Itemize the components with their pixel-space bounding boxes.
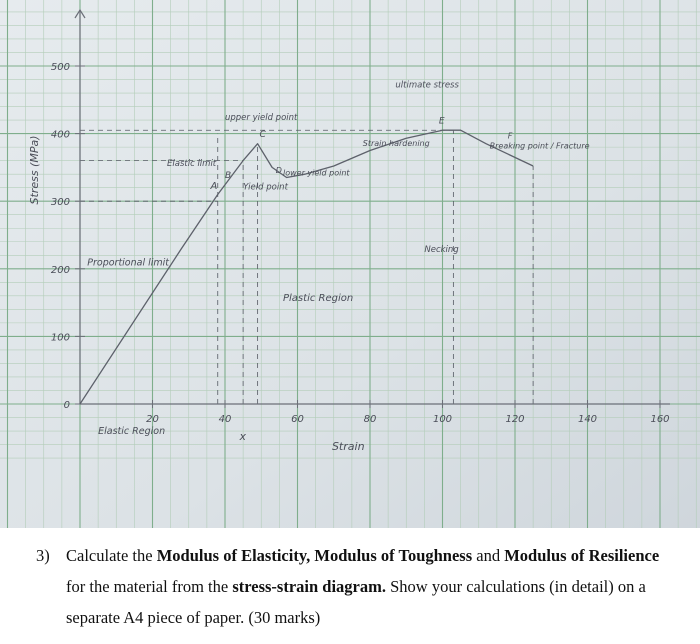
point-label-a: A bbox=[210, 181, 218, 193]
annotation-yield-point: Yield point bbox=[243, 182, 288, 193]
question-number: 3) bbox=[36, 546, 50, 565]
question-text-3: for the material from the bbox=[66, 577, 233, 596]
x-tick-label: 20 bbox=[146, 414, 159, 425]
x-tick-label: 80 bbox=[363, 414, 377, 425]
question-text-1: Calculate the bbox=[66, 546, 157, 565]
annotation-proportional-limit: Proportional limit bbox=[87, 257, 170, 269]
y-tick-label: 0 bbox=[63, 400, 70, 411]
y-tick-label: 300 bbox=[50, 197, 70, 209]
question-body bbox=[66, 540, 676, 633]
point-label-d: D bbox=[275, 165, 282, 175]
annotation-upper-yield-point: upper yield point bbox=[225, 113, 298, 124]
y-tick-label: 100 bbox=[50, 332, 70, 344]
point-label-f: F bbox=[507, 131, 513, 141]
question-bold-1: Modulus of Elasticity, Modulus of Toughness bbox=[156, 546, 473, 565]
x-tick-label: 160 bbox=[650, 414, 670, 425]
x-tick-label: 40 bbox=[218, 414, 232, 425]
y-axis-label: Stress (MPa) bbox=[28, 135, 41, 205]
x-tick-label: 120 bbox=[505, 414, 525, 425]
annotation-lower-yield-point: lower yield point bbox=[283, 168, 350, 178]
annotation-strain-hardening: Strain hardening bbox=[362, 138, 430, 148]
x-tick-label: 100 bbox=[432, 414, 453, 425]
annotation-elastic-region: Elastic Region bbox=[98, 426, 166, 437]
question-bold-2: Modulus of Resilience bbox=[504, 546, 660, 565]
point-label-b: B bbox=[225, 171, 232, 182]
question-text-4: Show your calculations (in detail) on a separate A4 piece of paper. (30 marks) bbox=[66, 577, 646, 627]
point-label-e: E bbox=[438, 116, 445, 127]
question-bold-3: stress-strain diagram. bbox=[232, 577, 386, 596]
annotation-necking: Necking bbox=[424, 244, 459, 255]
annotation-elastic-limit: Elastic limit bbox=[167, 159, 217, 170]
y-tick-label: 400 bbox=[50, 129, 70, 141]
annotation-plastic-region: Plastic Region bbox=[283, 293, 354, 305]
point-label-c: C bbox=[259, 129, 266, 140]
y-tick-label: 200 bbox=[50, 264, 70, 276]
x-axis-label: Strain bbox=[331, 440, 365, 453]
question-text bbox=[36, 540, 676, 633]
x-tick-label: 60 bbox=[291, 414, 304, 425]
annotation-breaking-point: Breaking point / Fracture bbox=[489, 141, 590, 151]
point-label-x: x bbox=[239, 430, 247, 443]
question-text-2: and bbox=[472, 546, 505, 565]
x-tick-label: 140 bbox=[577, 414, 598, 425]
y-tick-label: 500 bbox=[50, 62, 70, 73]
annotation-ultimate-stress: ultimate stress bbox=[395, 80, 459, 91]
